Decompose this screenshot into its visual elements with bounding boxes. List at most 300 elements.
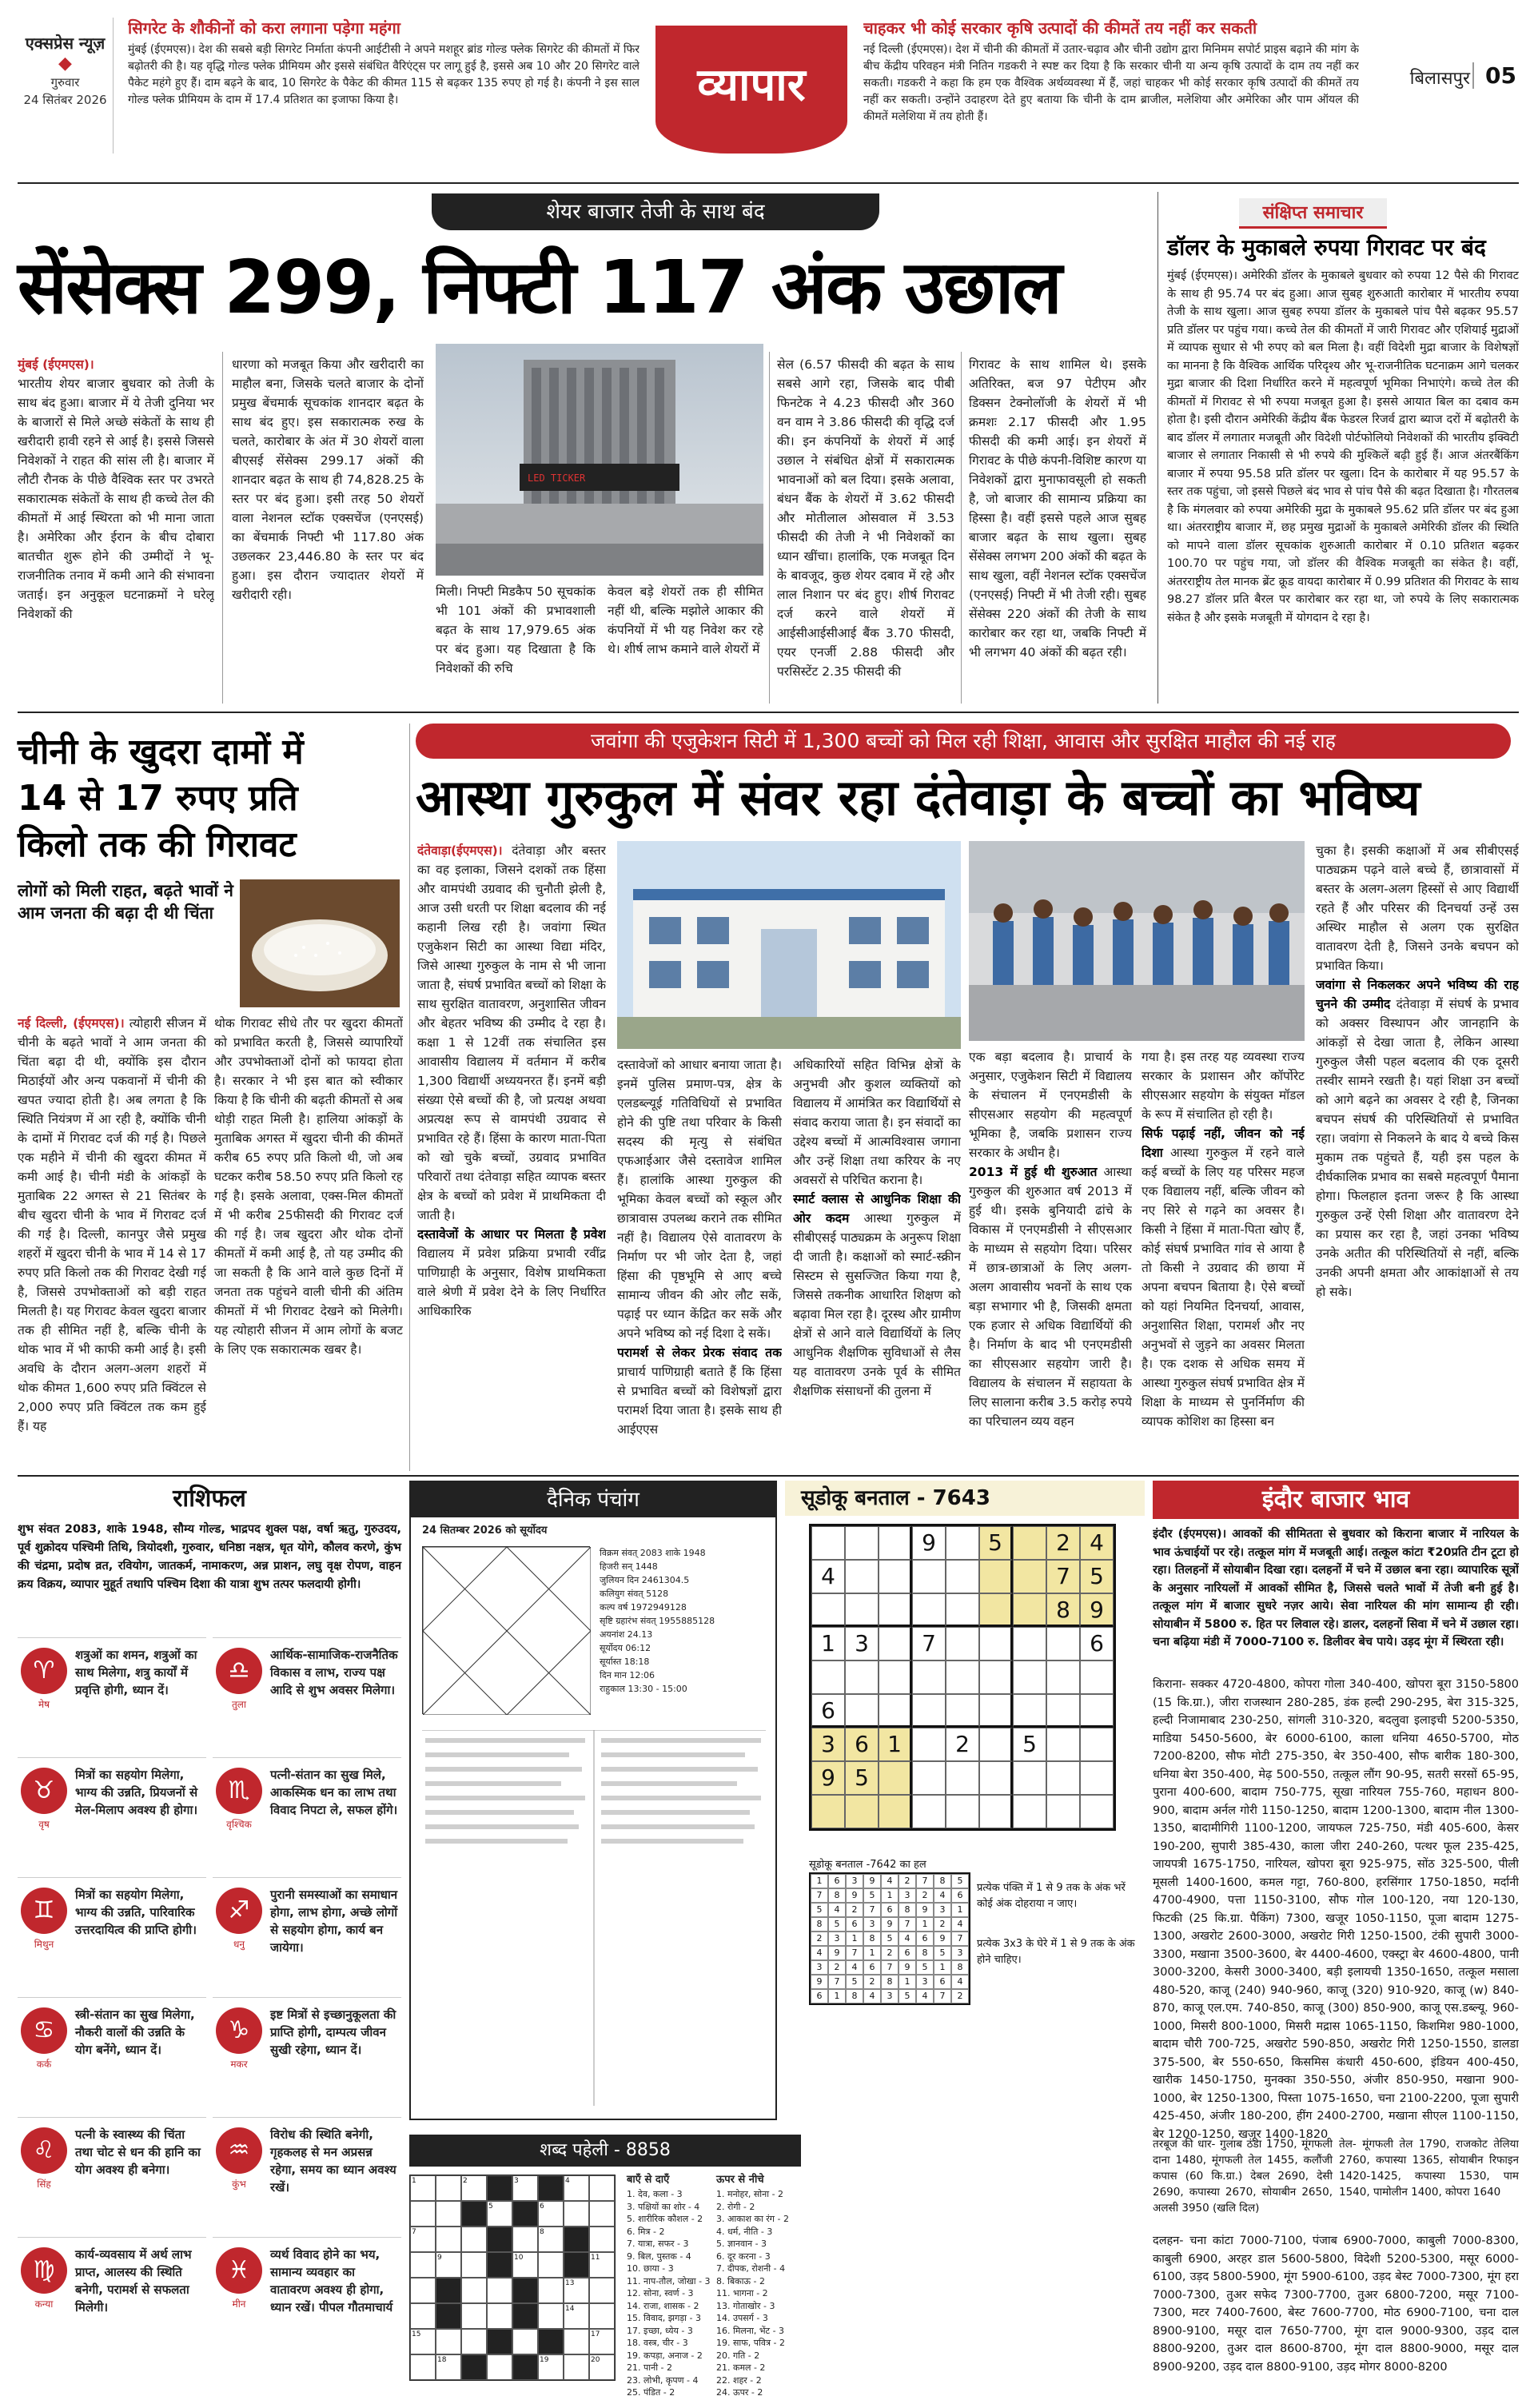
crossword-clue: 24. ऊपर - 2 <box>716 2387 763 2398</box>
rashi-text: आर्थिक-सामाजिक-राजनैतिक विकास व लाभ, राज्य पक्ष आदि से शुभ अवसर मिलेगा। <box>270 1648 398 1697</box>
sudoku-cell[interactable] <box>1013 1593 1046 1627</box>
rashi-text: मित्रों का सहयोग मिलेगा, भाग्य की उन्नति, पारिवारिक उत्तरदायित्व की प्राप्ति होगी। <box>75 1888 197 1937</box>
crossword-cell[interactable] <box>410 2354 436 2380</box>
sudoku-cell[interactable] <box>879 1795 912 1828</box>
crossword-cell[interactable]: 10 <box>512 2252 538 2278</box>
sudoku-cell: 7 <box>1046 1560 1080 1593</box>
school-column-6 <box>1316 841 1519 1471</box>
sudoku-cell[interactable] <box>1046 1627 1080 1660</box>
zodiac-name: मकर <box>230 2059 248 2070</box>
school-col4b-text: आस्था गुरुकुल की शुरुआत वर्ष 2013 में हुई थी। इसके बुनियादी ढांचे के विकास में एनएमडीसी ने सीएसआर के माध्यम से सहयोग दिया। परिसर में छात्र-छात्राओं के लिए अलग-अलग आवासीय भवनों के साथ एक बड़ा सभागार भी है, जिसकी क्षमता एक हजार से अधिक विद्यार्थियों की है। निर्माण के बाद भी एनएमडीसी का सीएसआर सहयोग जारी है। विद्यालय के संचालन में सहायता के लिए सालाना करीब 3.5 करोड़ रुपये का परिचालन व्यय वहन <box>969 1165 1132 1429</box>
crossword-cell[interactable] <box>410 2201 436 2227</box>
panchang-box <box>409 1481 777 2120</box>
zodiac-icon: ♌ <box>21 2127 67 2174</box>
crossword-cell[interactable] <box>589 2227 615 2252</box>
crossword-cell[interactable] <box>461 2278 487 2303</box>
sudoku-cell[interactable] <box>1013 1795 1046 1828</box>
column-rule <box>222 352 223 704</box>
school-col1-text: दंतेवाड़ा और बस्तर का वह इलाका, जिसने दशकों तक हिंसा और वामपंथी उग्रवाद की चुनौती झेली है, आज उसी धरती पर शिक्षा बदलाव की नई कहानी लिख रही है। जवांगा स्थित एजुकेशन सिटी का आस्था विद्या मंदिर, जिसे आस्था गुरुकुल के नाम से भी जाना जाता है, संघर्ष प्रभावित बच्चों को शिक्षा के साथ सुरक्षित वातावरण, अनुशासित जीवन और बेहतर भविष्य की उम्मीद दे रहा है। कक्षा 1 से 12वीं तक संचालित इस आवासीय विद्यालय में वर्तमान में करीब 1,300 विद्यार्थी अध्ययनरत हैं। इनमें बड़ी संख्या ऐसे बच्चों की है, जो प्रत्यक्ष अथवा अप्रत्यक्ष रूप से वामपंथी उग्रवाद से प्रभावित रहे हैं। हिंसा के कारण माता-पिता को खो चुके बच्चों, उग्रवाद प्रभावित परिवारों तथा दंतेवाड़ा सहित व्यापक बस्तर क्षेत्र के बच्चों को प्रवेश में प्राथमिकता दी जाती है। <box>417 843 606 1222</box>
crossword-cell[interactable] <box>538 2329 564 2354</box>
school-col1b-text: विद्यालय में प्रवेश प्रक्रिया प्रभावी रवींद्र पाणिग्राही के अनुसार, विशेष प्राथमिकता वाले श्रेणी में प्रवेश देने के लिए निर्धारित आधिकारिक <box>417 1246 606 1318</box>
sugar-subhead: लोगों को मिली राहत, बढ़ते भावों ने आम जनता की बढ़ा दी थी चिंता <box>18 881 233 923</box>
sudoku-cell[interactable] <box>979 1694 1013 1728</box>
sudoku-answer-cell: 6 <box>951 1888 969 1903</box>
crossword-cell[interactable] <box>461 2201 487 2227</box>
crossword-clue: 23. लोभी, कृपण - 4 <box>627 2374 699 2386</box>
sudoku-cell[interactable] <box>912 1560 946 1593</box>
school-dateline: दंतेवाड़ा(ईएमएस)। <box>417 843 503 858</box>
rashi-item <box>18 1997 206 2101</box>
lead-headline: सेंसेक्स 299, निफ्टी 117 अंक उछाल <box>18 245 1061 330</box>
panchang-title: दैनिक पंचांग <box>411 1482 775 1517</box>
sugar-headline: चीनी के खुदरा दामों में 14 से 17 रुपए प्रति किलो तक की गिरावट <box>18 732 304 865</box>
sudoku-cell[interactable] <box>845 1560 879 1593</box>
crossword-cell[interactable] <box>487 2303 512 2329</box>
lead-column-6: गिरावट के साथ शामिल थे। इसके अतिरिक्त, बज 97 पेटीएम और डिक्सन टेक्नोलॉजी के शेयरों में भी क्रमशः 2.17 फीसदी और 1.95 फीसदी की कमी आई। इन शेयरों में गिरावट के पीछे कंपनी-विशिष्ट कारण या निवेशकों द्वारा मुनाफावसूली हो सकती है, जो बाजार की सामान्य प्रक्रिया का हिस्सा है। वहीं इससे पहले आज सुबह बाजार बढ़त के साथ खुला। सुबह सेंसेक्स लगभग 200 अंकों की बढ़त के साथ खुला, वहीं नेशनल स्टॉक एक्सचेंज (एनएसई) निफ्टी में भी तेजी रही। सुबह सेंसेक्स 220 अंकों की तेजी के साथ कारोबार कर रहा था, जबकि निफ्टी में भी लगभग 40 अंकों की बढ़त रही। <box>969 357 1146 660</box>
brief-tab: संक्षिप्त समाचार <box>1239 198 1387 229</box>
sudoku-answer-cell: 5 <box>934 1946 951 1960</box>
crossword-box <box>409 2135 801 2398</box>
sudoku-answer-cell: 3 <box>863 1917 881 1932</box>
sudoku-answer-cell: 7 <box>916 1874 934 1888</box>
sudoku-answer-cell: 6 <box>811 1989 828 2003</box>
crossword-clue: 7. दीपक, रोशनी - 4 <box>716 2263 786 2274</box>
sudoku-cell[interactable] <box>912 1694 946 1728</box>
lead-col1-text: भारतीय शेयर बाजार बुधवार को तेजी के साथ बंद हुआ। बाजार में ये तेजी दुनिया भर के बाजारों से मिले अच्छे संकेतों के साथ ही खरीदारी हावी रहने से आई है। इससे जिससे निवेशकों ने राहत की सांस ली है। बाजार में लौटी रौनक के पीछे वैश्विक स्तर पर उभरते सकारात्मक संकेतों के साथ ही कच्चे तेल की कीमतों में आई स्थिरता को भी माना जाता है। अमेरिका और ईरान के बीच दोबारा बातचीत शुरू होने की उम्मीदों ने भू-राजनीतिक तनाव में कमी आने की संभावना जताई। इन अनुकूल घटनाक्रमों ने घरेलू निवेशकों की <box>18 377 214 621</box>
crossword-cell[interactable] <box>461 2227 487 2252</box>
sudoku-answer-cell: 3 <box>881 1989 898 2003</box>
panchang-line: कलियुग संवत् 5128 <box>600 1589 669 1599</box>
column-rule <box>961 352 962 704</box>
sudoku-answer-cell: 2 <box>863 1975 881 1989</box>
brief-headline: डॉलर के मुकाबले रुपया गिरावट पर बंद <box>1167 234 1486 261</box>
crossword-cell[interactable] <box>538 2175 564 2201</box>
sudoku-answer-cell: 8 <box>846 1989 863 2003</box>
across-title: बाएँ से दाएँ <box>627 2174 670 2186</box>
sudoku-cell[interactable] <box>1013 1526 1046 1560</box>
sudoku-cell[interactable] <box>1080 1660 1114 1694</box>
sudoku-answer-cell: 9 <box>811 1975 828 1989</box>
top-right-story <box>863 18 1359 155</box>
zodiac-icon: ♉ <box>21 1768 67 1814</box>
sudoku-cell[interactable] <box>946 1526 979 1560</box>
sudoku-answer-cell: 5 <box>846 1975 863 1989</box>
panchang-table <box>422 1730 766 2106</box>
panchang-line: दिन मान 12:06 <box>600 1670 655 1680</box>
school-col3b-text: आस्था गुरुकुल में सीबीएसई पाठ्यक्रम के अनुरूप शिक्षा दी जाती है। कक्षाओं को स्मार्ट-स्क्रीन सिस्टम से सुसज्जित किया गया है, जिससे तकनीक आधारित शिक्षण को बढ़ावा मिल रहा है। दूरस्थ और ग्रामीण क्षेत्रों से आने वाले विद्यार्थियों के लिए आधुनिक शैक्षणिक सुविधाओं से लैस यह वातावरण उनके पूर्व के सीमित शैक्षणिक संसाधनों की तुलना में <box>793 1211 961 1398</box>
sudoku-cell[interactable] <box>811 1526 845 1560</box>
sudoku-answer-cell: 4 <box>898 1932 916 1946</box>
sudoku-cell[interactable] <box>912 1761 946 1795</box>
panchang-line: सूर्योदय 06:12 <box>600 1643 651 1653</box>
sudoku-cell[interactable] <box>1046 1761 1080 1795</box>
sudoku-answer-cell: 5 <box>916 1960 934 1975</box>
rashifal-title: राशिफल <box>173 1485 246 1513</box>
sudoku-rule-1: प्रत्येक पंक्ति में 1 से 9 तक के अंक भरें कोई अंक दोहराया न जाए। <box>977 1882 1126 1910</box>
crossword-cell[interactable] <box>487 2227 512 2252</box>
crossword-cell[interactable] <box>410 2303 436 2329</box>
crossword-cell[interactable] <box>589 2201 615 2227</box>
crossword-clue: 5. ज्ञानवान - 3 <box>716 2239 767 2249</box>
sudoku-cell[interactable] <box>979 1761 1013 1795</box>
crossword-cell[interactable] <box>512 2227 538 2252</box>
sudoku-cell[interactable] <box>979 1560 1013 1593</box>
sudoku-cell: 6 <box>1080 1627 1114 1660</box>
sudoku-cell[interactable] <box>979 1593 1013 1627</box>
crossword-cell[interactable] <box>461 2252 487 2278</box>
crossword-cell[interactable] <box>410 2278 436 2303</box>
crossword-cell[interactable]: 4 <box>564 2175 589 2201</box>
school-kicker: जवांगा की एजुकेशन सिटी में 1,300 बच्चों को मिल रही शिक्षा, आवास और सुरक्षित माहौल की नई राह <box>416 724 1511 759</box>
school-col2-text: दस्तावेजों को आधार बनाया जाता है। इनमें पुलिस प्रमाण-पत्र, क्षेत्र के एलडब्ल्यूई गतिविधियों से प्रभावित होने की पुष्टि तथा परिवार के किसी सदस्य की मृत्यु से संबंधित एफआईआर जैसे दस्तावेज शामिल हैं। हालांकि आस्था गुरुकुल की भूमिका केवल बच्चों को स्कूल और छात्रावास उपलब्ध कराने तक सीमित नहीं है। विद्यालय ऐसे वातावरण के निर्माण पर भी जोर देता है, जहां हिंसा की पृष्ठभूमि से आए बच्चे सामान्य जीवन की ओर लौट सकें, पढ़ाई पर ध्यान केंद्रित कर सकें और अपने भविष्य को नई दिशा दे सकें। <box>617 1058 782 1341</box>
crossword-cell[interactable] <box>436 2278 461 2303</box>
crossword-cell[interactable]: 18 <box>436 2354 461 2380</box>
panchang-line: सूर्यास्त 18:18 <box>600 1656 650 1667</box>
crossword-cell[interactable]: 8 <box>538 2227 564 2252</box>
sudoku-cell[interactable] <box>979 1627 1013 1660</box>
crossword-cell[interactable] <box>487 2175 512 2201</box>
crossword-clue: 4. धर्म, नीति - 3 <box>716 2226 773 2237</box>
sudoku-cell[interactable] <box>979 1728 1013 1761</box>
sudoku-answer-cell: 3 <box>898 1888 916 1903</box>
sudoku-cell[interactable] <box>946 1761 979 1795</box>
sudoku-cell[interactable] <box>912 1593 946 1627</box>
rashi-text: कार्य-व्यवसाय में अर्थ लाभ प्राप्त, आलस्य की स्थिति बनेगी, परामर्श से सफलता मिलेगी। <box>75 2247 192 2314</box>
crossword-cell[interactable] <box>538 2303 564 2329</box>
crossword-cell[interactable] <box>512 2278 538 2303</box>
crossword-cell[interactable] <box>436 2201 461 2227</box>
sudoku-answer-cell: 6 <box>934 1975 951 1989</box>
crossword-cell[interactable] <box>410 2252 436 2278</box>
sudoku-answer-cell: 6 <box>916 1932 934 1946</box>
panchang-line: कल्प वर्ष 1972949128 <box>600 1602 687 1613</box>
zodiac-name: मिथुन <box>34 1939 54 1950</box>
market-title: इंदौर बाजार भाव <box>1153 1481 1519 1519</box>
zodiac-icon: ♈ <box>21 1648 67 1694</box>
crossword-cell[interactable] <box>487 2354 512 2380</box>
sudoku-cell[interactable] <box>946 1660 979 1694</box>
school-col4-text: एक बड़ा बदलाव है। प्राचार्य के अनुसार, एजुकेशन सिटी में विद्यालय के संचालन में एनएमडीसी के सीएसआर सहयोग की महत्वपूर्ण भूमिका है, जबकि प्रशासन राज्य सरकार के अधीन है। <box>969 1050 1132 1160</box>
sudoku-cell[interactable] <box>1013 1761 1046 1795</box>
sudoku-cell: 5 <box>1013 1728 1046 1761</box>
crossword-clue: 17. इच्छा, ध्येय - 3 <box>627 2325 693 2336</box>
crossword-cell[interactable] <box>436 2175 461 2201</box>
crossword-cell[interactable]: 3 <box>512 2175 538 2201</box>
crossword-cell[interactable] <box>487 2329 512 2354</box>
crossword-cell[interactable]: 17 <box>589 2329 615 2354</box>
sudoku-cell[interactable] <box>811 1660 845 1694</box>
sudoku-cell[interactable] <box>1080 1728 1114 1761</box>
sudoku-cell[interactable] <box>979 1795 1013 1828</box>
sudoku-cell[interactable] <box>879 1694 912 1728</box>
top-right-story-title: चाहकर भी कोई सरकार कृषि उत्पादों की कीमतें तय नहीं कर सकती <box>863 18 1257 38</box>
sudoku-answer-cell: 8 <box>881 1975 898 1989</box>
school-subhead-2: परामर्श से लेकर प्रेरक संवाद तक <box>617 1346 782 1360</box>
crossword-cell[interactable] <box>564 2252 589 2278</box>
sudoku-answer-cell: 1 <box>863 1946 881 1960</box>
sudoku-answer-cell: 2 <box>934 1917 951 1932</box>
crossword-cell[interactable]: 5 <box>487 2201 512 2227</box>
crossword-title: शब्द पहेली - 8858 <box>409 2135 801 2167</box>
rashi-item <box>213 1637 401 1741</box>
sudoku-answer-cell: 3 <box>934 1903 951 1917</box>
crossword-clue: 15. विवाद, झगड़ा - 3 <box>627 2313 701 2323</box>
sudoku-cell[interactable] <box>1046 1795 1080 1828</box>
sudoku-answer-cell: 7 <box>898 1917 916 1932</box>
edition-city: बिलासपुर <box>1409 69 1470 89</box>
crossword-clue: 11. नाप-तौल, जोखा - 3 <box>627 2275 711 2286</box>
rashi-text: पत्नी-संतान का सुख मिले, आकस्मिक धन का लाभ तथा विवाद निपटा ले, सफल होंगे। <box>270 1768 398 1817</box>
school-subhead-3: स्मार्ट क्लास से आधुनिक शिक्षा की ओर कदम <box>793 1192 961 1226</box>
crossword-cell[interactable] <box>436 2303 461 2329</box>
sudoku-cell[interactable] <box>946 1593 979 1627</box>
sudoku-cell[interactable] <box>845 1795 879 1828</box>
sudoku-answer-cell: 8 <box>916 1946 934 1960</box>
sudoku-answer-cell: 2 <box>881 1946 898 1960</box>
market-tilhan: तरबूज की धार- गुलाब ठंडा 1750, मूंगफली दाना 1480, मूंगफली तेल 1455, कलौंजी कपास (60 कि.ग्रा.) देबल 2690, देसी 2690, कपास्या 2670, सोयाबीन 2650, अलसी 3950 (खलि दिल) <box>1153 2138 1333 2215</box>
crossword-cell[interactable] <box>461 2354 487 2380</box>
crossword-cell[interactable]: 2 <box>461 2175 487 2201</box>
rashi-item <box>18 2117 206 2221</box>
zodiac-name: कर्क <box>36 2059 52 2070</box>
sudoku-cell[interactable] <box>879 1660 912 1694</box>
panchang-line: जुलियन दिन 2461304.5 <box>600 1575 690 1585</box>
crossword-cell[interactable] <box>512 2354 538 2380</box>
zodiac-icon: ♏ <box>216 1768 262 1814</box>
school-col6-text: चुका है। इसकी कक्षाओं में अब सीबीएसई पाठ्यक्रम पढ़ने वाले बच्चे हैं, छात्रावासों में बस्तर के अलग-अलग हिस्सों से आए विद्यार्थी रहते हैं और परिसर की दिनचर्या उन्हें उस अस्थिर माहौल से अलग एक सुरक्षित वातावरण देती है, जिसने उनके बचपन को प्रभावित किया। <box>1316 843 1519 973</box>
lead-column-5: सेल (6.57 फीसदी की बढ़त के साथ सबसे आगे रहा, जिसके बाद पीबी फिनटेक ने 4.23 फीसदी और 360 वन वाम ने 3.86 फीसदी की वृद्धि दर्ज की। इन कंपनियों के शेयरों में आई उछाल ने संबंधित क्षेत्रों में सकारात्मक भावनाओं को बल दिया। इसके अलावा, बंधन बैंक के शेयरों में 3.62 फीसदी और मोतीलाल ओसवाल में 3.53 फीसदी की तेजी ने भी निवेशकों का ध्यान खींचा। हालांकि, एक मजबूत दिन के बावजूद, कुछ शेयर दबाव में रहे और लाल निशान पर बंद हुए। शीर्ष गिरावट दर्ज करने वाले शेयरों में आईसीआईसीआई बैंक 3.70 फीसदी, एयर एनर्जी 2.88 फीसदी और परसिस्टेंट 2.35 फीसदी की <box>777 357 954 679</box>
sudoku-answer-cell: 4 <box>811 1946 828 1960</box>
school-col6b-text: दंतेवाड़ा में संघर्ष के प्रभाव को अक्सर विस्थापन और जानहानि के आंकड़ों से देखा जाता है, लेकिन आस्था गुरुकुल जैसी पहल बदलाव की एक दूसरी तस्वीर सामने रखती है। यहां शिक्षा उन बच्चों को आगे बढ़ने का अवसर दे रही है, जिनका बचपन संघर्ष की परिस्थितियों से प्रभावित रहा। जवांगा से निकलने के बाद ये बच्चे किस मुकाम तक पहुंचते हैं, यही इस पहल के दीर्घकालिक प्रभाव का सबसे महत्वपूर्ण पैमाना होगा। फिलहाल इतना जरूर है कि आस्था गुरुकुल उन्हें ऐसी शिक्षा और वातावरण देने का प्रयास कर रहा है, जहां उनका भविष्य उनके अतीत की परिस्थितियों से नहीं, बल्कि उनकी अपनी क्षमता और आकांक्षाओं से तय हो सके। <box>1316 997 1519 1299</box>
zodiac-name: वृश्चिक <box>226 1819 252 1830</box>
crossword-clue: 5. शारीरिक कौशल - 2 <box>627 2214 703 2224</box>
zodiac-icon: ♒ <box>216 2127 262 2174</box>
sudoku-answer-grid <box>809 1872 970 2005</box>
zodiac-name: कन्या <box>34 2298 54 2310</box>
rashi-text: पुरानी समस्याओं का समाधान होगा, लाभ होगा, अच्छे लोगों से सहयोग होगा, कार्य बन जायेगा। <box>270 1888 398 1955</box>
sudoku-cell: 9 <box>912 1526 946 1560</box>
sudoku-cell[interactable] <box>811 1795 845 1828</box>
sudoku-cell[interactable] <box>979 1660 1013 1694</box>
sudoku-cell: 6 <box>845 1728 879 1761</box>
sudoku-grid <box>809 1524 1116 1831</box>
crossword-cell[interactable] <box>512 2329 538 2354</box>
crossword-cell[interactable] <box>589 2175 615 2201</box>
crossword-across <box>627 2171 715 2399</box>
crossword-cell[interactable]: 6 <box>538 2201 564 2227</box>
crossword-cell[interactable] <box>512 2201 538 2227</box>
crossword-clue: 11. भागना - 2 <box>716 2288 768 2298</box>
crossword-cell[interactable]: 20 <box>589 2354 615 2380</box>
zodiac-name: वृष <box>38 1819 50 1830</box>
crossword-clue: 19. कपड़ा, अनाज - 2 <box>627 2350 703 2361</box>
sudoku-cell: 7 <box>912 1627 946 1660</box>
crossword-cell[interactable]: 11 <box>589 2252 615 2278</box>
sudoku-cell: 5 <box>979 1526 1013 1560</box>
sudoku-answer-cell: 4 <box>916 1989 934 2003</box>
page-number: 05 <box>1472 62 1516 89</box>
crossword-cell[interactable] <box>589 2303 615 2329</box>
sudoku-cell: 3 <box>845 1627 879 1660</box>
sudoku-cell[interactable] <box>811 1593 845 1627</box>
crossword-grid <box>409 2175 616 2381</box>
zodiac-icon: ♍ <box>21 2247 67 2294</box>
sudoku-cell[interactable] <box>912 1795 946 1828</box>
crossword-clue: 18. वस्त्र, चीर - 3 <box>627 2338 688 2348</box>
panchang-date-line: 24 सितम्बर 2026 को सूर्योदय <box>422 1525 548 1537</box>
crossword-clue: 3. पक्षियों का शोर - 4 <box>627 2201 700 2212</box>
sudoku-cell[interactable] <box>912 1660 946 1694</box>
panchang-line: अयनांश 24.13 <box>600 1629 653 1640</box>
zodiac-name: सिंह <box>37 2179 51 2190</box>
rashi-item <box>213 1997 401 2101</box>
crossword-clue: 21. पानी - 2 <box>627 2362 673 2373</box>
sudoku-cell[interactable] <box>946 1560 979 1593</box>
sudoku-answer-cell: 6 <box>828 1874 846 1888</box>
sudoku-cell[interactable] <box>1046 1728 1080 1761</box>
school-col5-text: गया है। इस तरह यह व्यवस्था राज्य सरकार के प्रशासन और कॉर्पोरेट सीएसआर सहयोग के संयुक्त मॉडल के रूप में संचालित हो रही है। <box>1142 1050 1305 1122</box>
sugar-dateline: नई दिल्ली, (ईएमएस)। <box>18 1016 125 1031</box>
school-column-5 <box>1142 1047 1305 1471</box>
sudoku-cell: 5 <box>1080 1560 1114 1593</box>
sudoku-cell[interactable] <box>1013 1560 1046 1593</box>
sudoku-cell[interactable] <box>946 1627 979 1660</box>
sudoku-cell[interactable] <box>879 1627 912 1660</box>
sudoku-cell[interactable] <box>845 1593 879 1627</box>
sudoku-cell[interactable] <box>946 1694 979 1728</box>
lead-column-3: मिली। निफ्टी मिडकैप 50 सूचकांक भी 101 अंकों की प्रभावशाली बढ़त के साथ 17,979.65 अंक पर बंद हुआ। यह दिखाता है कि निवेशकों की रुचि <box>436 584 596 676</box>
crossword-cell[interactable]: 14 <box>564 2303 589 2329</box>
sudoku-cell[interactable] <box>879 1526 912 1560</box>
crossword-cell[interactable] <box>538 2278 564 2303</box>
zodiac-icon: ♐ <box>216 1888 262 1934</box>
sudoku-cell[interactable] <box>845 1694 879 1728</box>
rashi-text: विरोध की स्थिति बनेगी, गृहकलह से मन अप्रसन्न रहेगा, समय का ध्यान अवश्य रखें। <box>270 2127 396 2195</box>
school-subhead-5: सिर्फ पढ़ाई नहीं, जीवन को नई दिशा <box>1142 1126 1305 1160</box>
sudoku-answer-cell: 1 <box>916 1917 934 1932</box>
issue-date: 24 सितंबर 2026 <box>23 93 107 107</box>
sudoku-cell[interactable] <box>845 1660 879 1694</box>
brief-rule <box>1157 192 1158 704</box>
sudoku-answer-cell: 2 <box>916 1888 934 1903</box>
crossword-cell[interactable] <box>461 2329 487 2354</box>
crossword-cell[interactable] <box>564 2201 589 2227</box>
rashi-text: मित्रों का सहयोग मिलेगा, भाग्य की उन्नति, प्रियजनों से मेल-मिलाप अवश्य ही होगा। <box>75 1768 198 1817</box>
crossword-cell[interactable] <box>436 2329 461 2354</box>
crossword-clue: 2. रोगी - 2 <box>716 2201 755 2212</box>
crossword-cell[interactable] <box>512 2303 538 2329</box>
sudoku-answer-cell: 9 <box>846 1888 863 1903</box>
sudoku-cell[interactable] <box>1013 1627 1046 1660</box>
crossword-cell[interactable] <box>436 2227 461 2252</box>
down-title: ऊपर से नीचे <box>716 2174 764 2186</box>
sudoku-answer-cell: 8 <box>951 1960 969 1975</box>
lead-dateline: मुंबई (ईएमएस)। <box>18 357 94 372</box>
crossword-clue: 9. बिल, पुस्तक - 4 <box>627 2251 691 2262</box>
sudoku-rule-2: प्रत्येक 3x3 के घेरे में 1 से 9 तक के अंक होने चाहिए। <box>977 1938 1135 1966</box>
rashi-item <box>213 1757 401 1861</box>
crossword-cell[interactable] <box>461 2303 487 2329</box>
sudoku-cell[interactable] <box>912 1728 946 1761</box>
rashifal-intro: शुभ संवत 2083, शाके 1948, सौम्य गोल्ड, भाद्रपद शुक्ल पक्ष, वर्षा ऋतु, गुरुउदय, पूर्व शुक्रोदय पश्चिमी तिथि, त्रियोदशी, गुरुवार, धनिष्ठा नक्षत्र, धृत योगे, कौलव करणे, कुंभ की चंद्रमा, प्रदोष व्रत, रवियोग, जातकर्म, नामाकरण, अन्न प्राशन, लघु वृक्ष रोपण, वाहन क्रय विक्रय, व्यापार मुहूर्त तथापि पश्चिम दिशा की यात्रा शुभ तत्पर फलदायी होगी। <box>18 1523 401 1591</box>
crossword-cell[interactable] <box>564 2354 589 2380</box>
sudoku-cell[interactable] <box>1013 1660 1046 1694</box>
sudoku-cell[interactable] <box>1080 1694 1114 1728</box>
bse-building-photo <box>436 344 763 576</box>
crossword-cell[interactable] <box>564 2227 589 2252</box>
crossword-clue: 14. राजा, शासक - 2 <box>627 2300 699 2311</box>
crossword-clue: 3. आकाश का रंग - 2 <box>716 2214 789 2224</box>
school-column-2 <box>617 1055 782 1471</box>
sudoku-answer-cell: 2 <box>951 1989 969 2003</box>
school-headline: आस्था गुरुकुल में संवर रहा दंतेवाड़ा के बच्चों का भविष्य <box>416 768 1420 827</box>
market-dalhan: दलहन- चना कांटा 7000-7100, पंजाब 6900-7000, काबुली 7000-8300, काबुली 6900, अरहर डाल 5600-5800, विदेशी 5200-5300, मसूर 6000-6100, उड़द 5800-5900, मूंग 5900-6100, उड़द बेस्ट 7000-7300, मूंग हरा 7000-7300, तुअर सफेद 7300-7700, तुअर 6800-7200, मसूर 7100-7300, मटर 7400-7600, बेस्ट 7600-7700, मोठ 6900-7100, चना दाल 8900-9100, मसूर दाल 7650-7700, मूंग दाल 9000-9300, उड़द दाल 8800-9200, तुअर दाल 8600-8700, मूंग दाल 8800-9000, मसूर दाल 8900-9200, उड़द दाल 8800-9100, उड़द मोगर 8000-8200 <box>1153 2235 1519 2374</box>
sudoku-cell[interactable] <box>879 1761 912 1795</box>
sudoku-answer-cell: 3 <box>951 1946 969 1960</box>
sudoku-cell[interactable] <box>1013 1694 1046 1728</box>
crossword-cell[interactable]: 19 <box>538 2354 564 2380</box>
sudoku-answer-cell: 5 <box>951 1874 969 1888</box>
crossword-clue: 14. उपसर्ग - 3 <box>716 2313 768 2323</box>
sugar-column-1 <box>18 1014 206 1469</box>
sudoku-answer-title: सूडोकू बनताल -7642 का हल <box>809 1859 926 1871</box>
sudoku-cell: 5 <box>845 1761 879 1795</box>
zodiac-name: कुंभ <box>232 2179 246 2190</box>
crossword-cell[interactable] <box>589 2278 615 2303</box>
zodiac-name: तुला <box>231 1699 247 1710</box>
sudoku-answer-cell: 5 <box>811 1903 828 1917</box>
zodiac-name: मेष <box>38 1699 50 1710</box>
lead-column-2: धारणा को मजबूत किया और खरीदारी का माहौल बना, जिसके चलते बाजार के दोनों प्रमुख बेंचमार्क सूचकांक शानदार बढ़त के साथ बंद हुए। इस सकारात्मक रुख के चलते, कारोबार के अंत में 30 शेयरों वाला बीएसई सेंसेक्स 299.17 अंकों की शानदार बढ़त के साथ ही 74,828.25 के स्तर पर बंद हुआ। इसी तरह 50 शेयरों वाला नेशनल स्टॉक एक्सचेंज (एनएसई) का बेंचमार्क निफ्टी भी 117.80 अंक उछलकर 23,446.80 के स्तर पर बंद हुआ। इस दौरान ज्यादातर शेयरों में खरीदारी रही। <box>232 357 424 602</box>
sudoku-answer-cell: 1 <box>828 1989 846 2003</box>
sudoku-cell[interactable] <box>946 1795 979 1828</box>
crossword-cell[interactable] <box>538 2252 564 2278</box>
crossword-cell[interactable]: 15 <box>410 2329 436 2354</box>
crossword-cell[interactable]: 1 <box>410 2175 436 2201</box>
sudoku-cell: 3 <box>811 1728 845 1761</box>
sudoku-cell[interactable] <box>845 1526 879 1560</box>
crossword-cell[interactable] <box>487 2278 512 2303</box>
sudoku-answer-cell: 4 <box>846 1960 863 1975</box>
zodiac-icon: ♎ <box>216 1648 262 1694</box>
crossword-cell[interactable] <box>487 2252 512 2278</box>
sudoku-cell[interactable] <box>1080 1761 1114 1795</box>
sudoku-answer-cell: 5 <box>881 1932 898 1946</box>
sudoku-answer-cell: 3 <box>828 1932 846 1946</box>
school-col3-text: अधिकारियों सहित विभिन्न क्षेत्रों के अनुभवी और कुशल व्यक्तियों को विद्यालय में आमंत्रित कर विद्यार्थियों से संवाद कराया जाता है। इन संवादों का उद्देश्य बच्चों में आत्मविश्वास जगाना और उन्हें शिक्षा तथा करियर के नए अवसरों से परिचित कराना है। <box>793 1058 961 1187</box>
crossword-clue: 21. कमल - 2 <box>716 2362 766 2373</box>
sudoku-answer-cell: 3 <box>811 1960 828 1975</box>
sudoku-cell[interactable] <box>879 1560 912 1593</box>
sudoku-cell[interactable] <box>1080 1795 1114 1828</box>
crossword-cell[interactable]: 13 <box>564 2278 589 2303</box>
zodiac-name: मीन <box>232 2298 246 2310</box>
sudoku-answer-cell: 7 <box>881 1960 898 1975</box>
market-box <box>1153 1481 1519 2392</box>
crossword-cell[interactable]: 9 <box>436 2252 461 2278</box>
brand-ornament-icon: ◆ <box>58 54 72 74</box>
sudoku-cell[interactable] <box>1046 1660 1080 1694</box>
sudoku-cell[interactable] <box>1046 1694 1080 1728</box>
sudoku-answer-cell: 5 <box>828 1917 846 1932</box>
sugar-bowl-photo <box>240 879 400 1007</box>
sudoku-cell[interactable] <box>879 1593 912 1627</box>
school-column-3 <box>793 1055 961 1471</box>
crossword-cell[interactable] <box>564 2329 589 2354</box>
crossword-cell[interactable]: 7 <box>410 2227 436 2252</box>
lead-kicker: शेयर बाजार तेजी के साथ बंद <box>432 193 879 230</box>
sudoku-answer-cell: 6 <box>881 1903 898 1917</box>
